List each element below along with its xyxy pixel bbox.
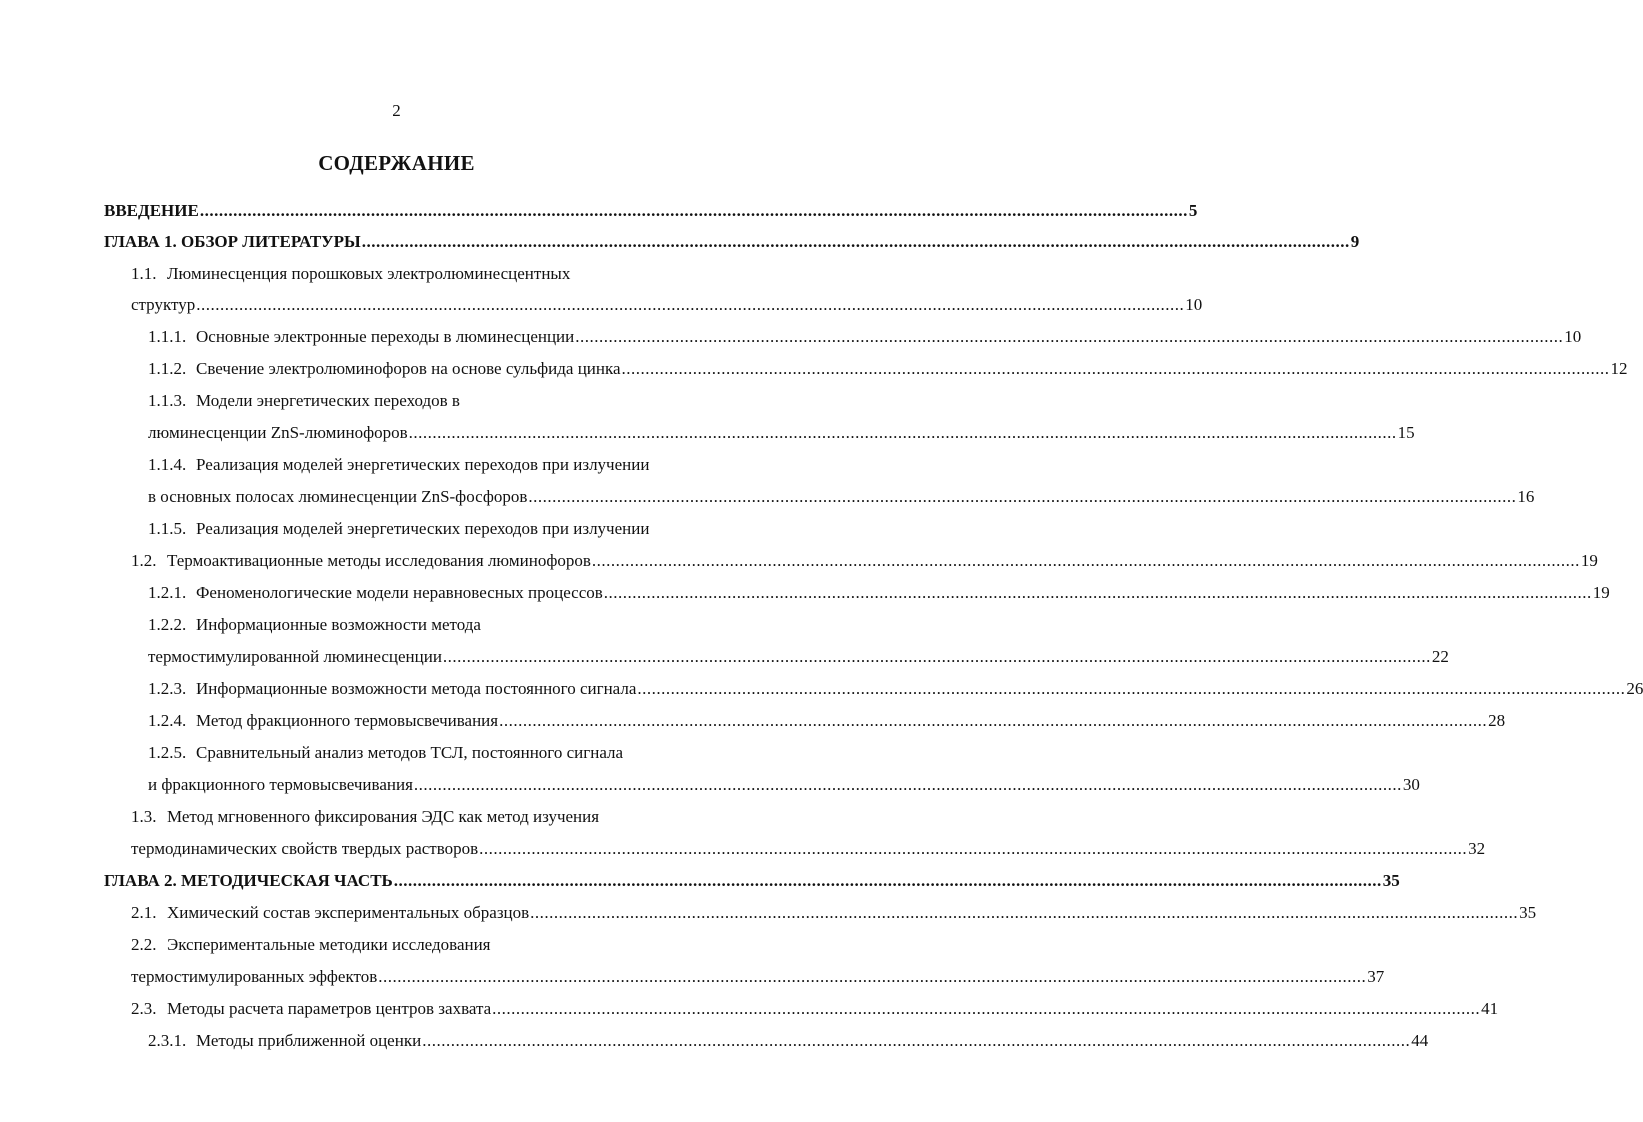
toc-entry-1-2-2-cont[interactable] bbox=[148, 642, 1449, 672]
toc-entry-1-1-4-cont[interactable] bbox=[148, 482, 1535, 512]
toc-entry-title: и фракционного термовысвечивания bbox=[148, 775, 413, 794]
toc-entry-page: 12 bbox=[1610, 359, 1628, 378]
toc-entry-number: 1.1.5. bbox=[148, 519, 187, 538]
toc-leader-dots bbox=[409, 418, 1397, 448]
toc-leader-dots bbox=[637, 674, 1625, 704]
toc-entry-number: 1.1.2. bbox=[148, 359, 187, 378]
toc-entry-number: 1.2.5. bbox=[148, 743, 187, 762]
page-title: СОДЕРЖАНИЕ bbox=[318, 151, 475, 175]
toc-entry-title: ГЛАВА 2. МЕТОДИЧЕСКАЯ ЧАСТЬ bbox=[104, 871, 393, 890]
toc-entry-page: 19 bbox=[1580, 551, 1598, 570]
toc-entry-number: 2.3.1. bbox=[148, 1031, 187, 1050]
toc-entry-number: 1.2. bbox=[131, 551, 157, 570]
toc-entry-1-2-2[interactable] bbox=[148, 610, 736, 640]
toc-entry-title: Реализация моделей энергетических переходов при излучении bbox=[196, 519, 650, 538]
toc-entry-1-2[interactable] bbox=[131, 546, 1598, 576]
toc-entry-1-3[interactable] bbox=[131, 802, 736, 832]
toc-entry-number: 1.2.2. bbox=[148, 615, 187, 634]
toc-entry-introduction[interactable] bbox=[104, 196, 1198, 226]
toc-leader-dots bbox=[575, 322, 1563, 352]
toc-entry-page: 9 bbox=[1350, 232, 1360, 251]
toc-entry-1-2-3[interactable] bbox=[148, 674, 1643, 704]
toc-leader-dots bbox=[592, 546, 1580, 576]
toc-entry-title: ГЛАВА 1. ОБЗОР ЛИТЕРАТУРЫ bbox=[104, 232, 361, 251]
toc-entry-title: Сравнительный анализ методов ТСЛ, постоянного сигнала bbox=[196, 743, 624, 762]
toc-entry-page: 22 bbox=[1431, 647, 1449, 666]
toc-entry-1-2-1[interactable] bbox=[148, 578, 1610, 608]
toc-leader-dots bbox=[422, 1026, 1410, 1056]
toc-entry-number: 2.3. bbox=[131, 999, 157, 1018]
toc-leader-dots bbox=[604, 578, 1592, 608]
toc-leader-dots bbox=[443, 642, 1431, 672]
toc-entry-title: Основные электронные переходы в люминесценции bbox=[196, 327, 575, 346]
toc-entry-title: термостимулированных эффектов bbox=[131, 967, 378, 986]
toc-entry-page: 15 bbox=[1397, 423, 1415, 442]
toc-entry-page: 41 bbox=[1481, 999, 1499, 1018]
toc-leader-dots bbox=[622, 354, 1610, 384]
toc-leader-dots bbox=[200, 196, 1188, 226]
toc-leader-dots bbox=[528, 482, 1516, 512]
toc-entry-number: 1.1. bbox=[131, 264, 157, 283]
toc-entry-title: ВВЕДЕНИЕ bbox=[104, 201, 199, 220]
toc-entry-1-2-5-cont[interactable] bbox=[148, 770, 1420, 800]
toc-leader-dots bbox=[378, 962, 1366, 992]
toc-entry-number: 1.1.4. bbox=[148, 455, 187, 474]
toc-entry-number: 1.1.3. bbox=[148, 391, 187, 410]
toc-entry-number: 1.2.1. bbox=[148, 583, 187, 602]
toc-entry-2-3-1[interactable] bbox=[148, 1026, 1429, 1056]
toc-entry-2-3[interactable] bbox=[131, 994, 1499, 1024]
toc-entry-page: 26 bbox=[1626, 679, 1643, 698]
toc-entry-number: 1.1.1. bbox=[148, 327, 187, 346]
toc-entry-number: 1.2.3. bbox=[148, 679, 187, 698]
toc-leader-dots bbox=[196, 290, 1184, 320]
toc-entry-number: 2.2. bbox=[131, 935, 157, 954]
toc-leader-dots bbox=[394, 866, 1382, 896]
toc-entry-page: 10 bbox=[1185, 295, 1203, 314]
toc-entry-title: Люминесценция порошковых электролюминесцентных bbox=[167, 264, 571, 283]
toc-entry-1-1-cont[interactable] bbox=[131, 290, 1203, 320]
toc-entry-1-1-2[interactable] bbox=[148, 354, 1628, 384]
toc-entry-title: Экспериментальные методики исследования bbox=[167, 935, 491, 954]
toc-entry-page: 32 bbox=[1468, 839, 1486, 858]
toc-entry-page: 35 bbox=[1382, 871, 1400, 890]
toc-entry-1-2-5[interactable] bbox=[148, 738, 736, 768]
toc-leader-dots bbox=[530, 898, 1518, 928]
toc-entry-title: Свечение электролюминофоров на основе сульфида цинка bbox=[196, 359, 621, 378]
toc-entry-page: 37 bbox=[1367, 967, 1385, 986]
toc-entry-chapter-2[interactable] bbox=[104, 866, 1400, 896]
toc-entry-title: Феноменологические модели неравновесных процессов bbox=[196, 583, 603, 602]
toc-entry-number: 1.2.4. bbox=[148, 711, 187, 730]
toc-entry-page: 5 bbox=[1188, 201, 1198, 220]
toc-entry-title: люминесценции ZnS-люминофоров bbox=[148, 423, 408, 442]
toc-entry-1-1-3[interactable] bbox=[148, 386, 736, 416]
toc-entry-page: 30 bbox=[1402, 775, 1420, 794]
toc-entry-page: 28 bbox=[1488, 711, 1506, 730]
toc-entry-title: термодинамических свойств твердых растворов bbox=[131, 839, 479, 858]
toc-entry-title: Метод фракционного термовысвечивания bbox=[196, 711, 499, 730]
toc-entry-1-2-4[interactable] bbox=[148, 706, 1506, 736]
toc-entry-page: 19 bbox=[1592, 583, 1610, 602]
toc-leader-dots bbox=[414, 770, 1402, 800]
toc-entry-title: Модели энергетических переходов в bbox=[196, 391, 460, 410]
toc-entry-1-1-4[interactable] bbox=[148, 450, 736, 480]
page-number: 2 bbox=[392, 101, 401, 120]
toc-entry-title: Химический состав экспериментальных образцов bbox=[167, 903, 530, 922]
toc-leader-dots bbox=[499, 706, 1487, 736]
toc-entry-2-2-cont[interactable] bbox=[131, 962, 1385, 992]
toc-entry-title: термостимулированной люминесценции bbox=[148, 647, 442, 666]
toc-entry-page: 35 bbox=[1519, 903, 1537, 922]
toc-entry-1-1-1[interactable] bbox=[148, 322, 1582, 352]
toc-entry-page: 16 bbox=[1517, 487, 1535, 506]
toc-entry-title: структур bbox=[131, 295, 196, 314]
toc-entry-title: Информационные возможности метода постоянного сигнала bbox=[196, 679, 637, 698]
toc-entry-title: Информационные возможности метода bbox=[196, 615, 481, 634]
toc-entry-1-1-3-cont[interactable] bbox=[148, 418, 1415, 448]
toc-leader-dots bbox=[362, 227, 1350, 257]
toc-entry-title: Реализация моделей энергетических переходов при излучении bbox=[196, 455, 650, 474]
toc-entry-title: в основных полосах люминесценции ZnS-фосфоров bbox=[148, 487, 528, 506]
toc-entry-chapter-1[interactable] bbox=[104, 227, 1360, 257]
toc-entry-title: Методы приближенной оценки bbox=[196, 1031, 422, 1050]
toc-entry-1-1[interactable] bbox=[131, 259, 736, 289]
toc-leader-dots bbox=[479, 834, 1467, 864]
toc-entry-title: Термоактивационные методы исследования люминофоров bbox=[167, 551, 591, 570]
toc-leader-dots bbox=[492, 994, 1480, 1024]
toc-entry-title: Методы расчета параметров центров захвата bbox=[167, 999, 492, 1018]
toc-entry-number: 1.3. bbox=[131, 807, 157, 826]
toc-entry-title: Метод мгновенного фиксирования ЭДС как метод изучения bbox=[167, 807, 600, 826]
toc-entry-page: 44 bbox=[1411, 1031, 1429, 1050]
toc-entry-page: 10 bbox=[1564, 327, 1582, 346]
toc-entry-2-2[interactable] bbox=[131, 930, 736, 960]
toc-entry-1-3-cont[interactable] bbox=[131, 834, 1486, 864]
toc-entry-2-1[interactable] bbox=[131, 898, 1537, 928]
toc-entry-number: 2.1. bbox=[131, 903, 157, 922]
toc-entry-1-1-5[interactable] bbox=[148, 514, 736, 544]
